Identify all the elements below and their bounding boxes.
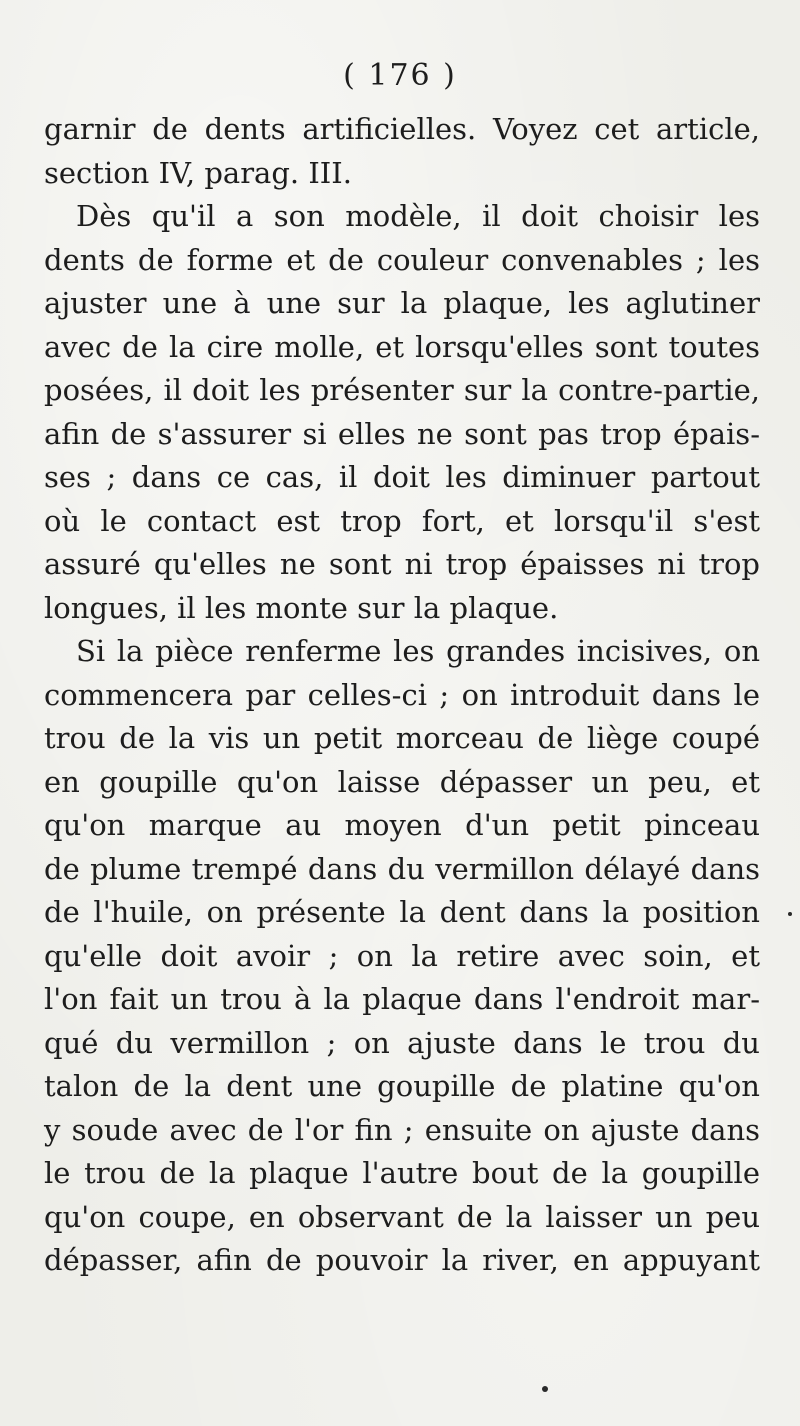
text-line: garnir de dents artificielles. Voyez cet article,: [44, 112, 760, 146]
text-line: talon de la dent une goupille de platine qu'on: [44, 1069, 760, 1103]
ink-spot: [542, 1386, 548, 1392]
ink-spot: [788, 912, 792, 916]
page-number: ( 176 ): [343, 58, 457, 93]
text-line: l'on fait un trou à la plaque dans l'endroit mar-: [44, 982, 760, 1016]
text-line: avec de la cire molle, et lorsqu'elles sont toutes: [44, 329, 760, 364]
text-line: qu'on coupe, en observant de la laisser un peu: [44, 1199, 760, 1234]
text-line: assuré qu'elles ne sont ni trop épaisses ni trop: [44, 547, 760, 581]
text-line: commencera par celles-ci ; on introduit dans le: [44, 677, 760, 712]
text-line: trou de la vis un petit morceau de liège coupé: [44, 721, 760, 755]
text-line: qué du vermillon ; on ajuste dans le trou du: [44, 1025, 760, 1060]
text-line: de l'huile, on présente la dent dans la position: [44, 895, 760, 929]
text-line: dépasser, afin de pouvoir la river, en appuyant: [44, 1243, 760, 1277]
text-line: où le contact est trop fort, et lorsqu'il s'est: [44, 503, 760, 538]
text-line: Si la pièce renferme les grandes incisives, on: [76, 634, 760, 668]
text-line: Dès qu'il a son modèle, il doit choisir les: [76, 199, 760, 233]
text-line: en goupille qu'on laisse dépasser un peu, et: [44, 764, 760, 799]
text-line: le trou de la plaque l'autre bout de la goupille: [44, 1156, 760, 1190]
text-line: qu'on marque au moyen d'un petit pinceau: [44, 808, 760, 842]
text-line: section IV, parag. III.: [44, 155, 352, 190]
body-text: [44, 108, 760, 1283]
text-line: afin de s'assurer si elles ne sont pas trop épais-: [44, 416, 760, 451]
text-line: longues, il les monte sur la plaque.: [44, 590, 559, 625]
text-line: ses ; dans ce cas, il doit les diminuer partout: [44, 460, 760, 494]
text-line: de plume trempé dans du vermillon délayé dans: [44, 851, 760, 886]
text-line: qu'elle doit avoir ; on la retire avec soin, et: [44, 938, 760, 973]
text-line: posées, il doit les présenter sur la contre-partie,: [44, 373, 760, 407]
text-line: ajuster une à une sur la plaque, les aglutiner: [44, 286, 760, 320]
text-line: y soude avec de l'or fin ; ensuite on ajuste dans: [44, 1112, 760, 1147]
text-line: dents de forme et de couleur convenables ; les: [44, 242, 760, 277]
